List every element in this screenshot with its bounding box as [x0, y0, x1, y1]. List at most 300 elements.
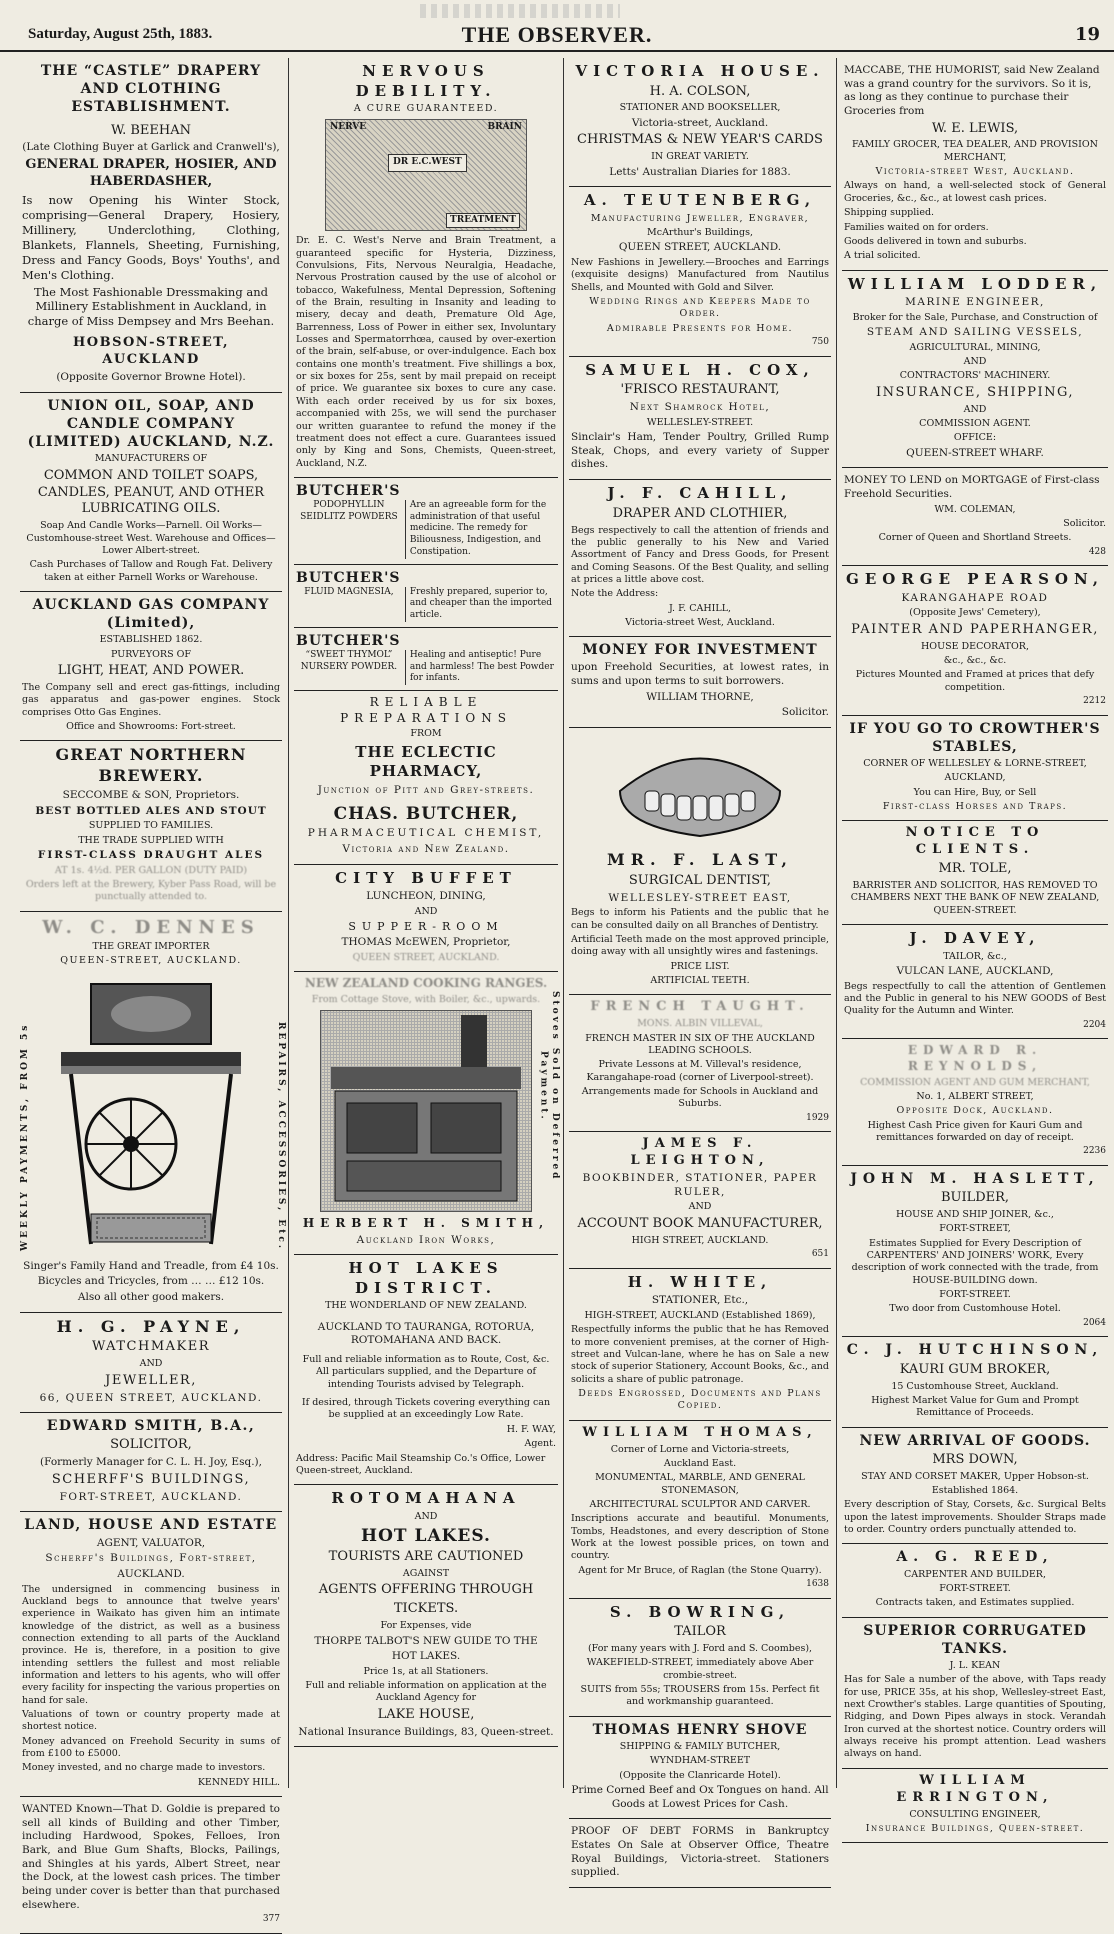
ad-text: AGAINST [402, 1568, 450, 1580]
ad-number: 2236 [1083, 1146, 1106, 1157]
ad-heading: CITY BUFFET [335, 868, 517, 887]
ad-heading: VICTORIA HOUSE. [575, 62, 825, 80]
ad-number: 2212 [1083, 696, 1106, 707]
ad-text: Two door from Customhouse Hotel. [889, 1303, 1061, 1315]
ad-heading: WILLIAM ERRINGTON, [896, 1772, 1054, 1805]
ad-text: AGRICULTURAL, MINING, [909, 341, 1041, 353]
ad-heading: A. G. REED, [896, 1549, 1054, 1566]
ad-text: A trial solicited. [844, 250, 921, 262]
ad-heading: H. WHITE, [627, 1272, 773, 1291]
ad-text: Next Shamrock Hotel, [629, 401, 771, 414]
ad-text: (Opposite Jews' Cemetery), [909, 607, 1041, 619]
ad-text: Deeds Engrossed, Documents and Plans Copied. [578, 1387, 822, 1412]
ad-body: Money advanced on Freehold Security in sums of from £100 to £5000. [22, 1735, 280, 1759]
ad-text: Also all other good makers. [77, 1290, 225, 1303]
ad-text: (Formerly Manager for C. L. H. Joy, Esq.), [40, 1456, 262, 1469]
ad-heading: SUPERIOR CORRUGATED TANKS. [863, 1622, 1087, 1657]
brewery-ad [20, 741, 282, 911]
ad-heading: W. C. DENNES [42, 916, 260, 938]
ad-heading: NEW ZEALAND COOKING RANGES. [304, 976, 548, 991]
product-name: FLUID MAGNESIA, [296, 587, 406, 622]
ad-text: McArthur's Buildings, [647, 227, 753, 239]
ad-text: CARPENTER AND BUILDER, [904, 1568, 1046, 1580]
ad-text: For Expenses, vide [380, 1620, 472, 1632]
ad-text: Full and reliable information on application at the Auckland Agency for [305, 1680, 547, 1704]
teutenberg-ad [569, 187, 831, 357]
column-rule [836, 58, 837, 1788]
ad-text: 66, QUEEN STREET, AUCKLAND. [39, 1391, 263, 1404]
ad-text: SCHERFF'S BUILDINGS, [51, 1471, 251, 1487]
newspaper-title: THE OBSERVER. [461, 22, 653, 47]
ad-text: Corner of Lorne and Victoria-streets, [610, 1443, 790, 1455]
ad-text: STEAM AND SAILING VESSELS, [866, 326, 1084, 339]
ad-body: Always on hand, a well-selected stock of General Groceries, &c., &c., at lowest cash prices. [844, 180, 1106, 204]
ad-body: Arrangements made for Schools in Auckland and Suburbs. [581, 1086, 819, 1110]
gas-company-ad [20, 592, 282, 741]
ad-subheading: THE ECLECTIC PHARMACY, [355, 742, 497, 781]
ad-body: Artificial Teeth made on the most approved principle, doing away with all unsightly wires and fastenings. [571, 934, 829, 958]
haslett-builder-ad [842, 1166, 1108, 1338]
hot-lakes-ad [294, 1255, 558, 1485]
dentures-illustration [605, 736, 795, 846]
ad-body: BARRISTER AND SOLICITOR, HAS REMOVED TO CHAMBERS NEXT THE BANK OF NEW ZEALAND, QUEEN-STREET. [850, 880, 1100, 916]
ad-heading: MR. F. LAST, [607, 850, 793, 870]
ad-number: 377 [262, 1914, 280, 1925]
side-caption: REPAIRS, ACCESSORIES, Etc. [276, 1022, 286, 1252]
ad-text: Opposite Dock, Auckland. [896, 1105, 1054, 1117]
dennes-sewing-ad [20, 912, 286, 1313]
ad-text: CONTRACTORS' MACHINERY. [899, 370, 1051, 382]
ad-text: TAILOR [674, 1624, 726, 1640]
ad-text: Insurance Buildings, Queen-street. [865, 1822, 1085, 1834]
ad-text: OFFICE: [953, 432, 997, 444]
ad-text: THE WONDERLAND OF NEW ZEALAND. [325, 1300, 527, 1312]
ad-text: PRICE LIST. [670, 960, 730, 972]
ad-text: AND [414, 905, 438, 917]
ad-body: Money invested, and no charge made to investors. [22, 1762, 266, 1774]
ad-text: Shipping supplied. [844, 207, 935, 219]
ad-text: Singer's Family Hand and Treadle, from £4 10s. [23, 1259, 279, 1272]
ad-text: Agent. [524, 1438, 556, 1450]
ad-text: BOOKBINDER, STATIONER, PAPER RULER, [582, 1172, 818, 1198]
ad-text: Wedding Rings and Keepers Made to Order. [589, 296, 811, 320]
ad-text: LUNCHEON, DINING, [366, 890, 486, 903]
ad-text: WELLESLEY-STREET. [646, 416, 754, 428]
ad-text: Corner of Queen and Shortland Streets. [878, 532, 1072, 544]
lewis-grocer-ad [842, 58, 1108, 271]
proprietor-name: W. BEEHAN [111, 122, 191, 138]
ad-text: Scherff's Buildings, Fort-street, [45, 1552, 257, 1565]
ad-text: ARTIFICIAL TEETH. [650, 975, 750, 987]
ad-signature: WILLIAM THORNE, [646, 690, 754, 703]
butcher-seidlitz-ad [294, 478, 558, 565]
ad-text: Victoria-street West, Auckland. [625, 616, 775, 628]
ad-heading: EDWARD SMITH, B.A., [46, 1418, 256, 1435]
ad-text: Junction of Pitt and Grey-streets. [317, 783, 535, 796]
ad-text: FAMILY GROCER, TEA DEALER, AND PROVISION MERCHANT, [852, 139, 1098, 163]
ad-text: Admirable Presents for Home. [606, 322, 794, 334]
column-3 [569, 58, 831, 1879]
ad-number: 2064 [1083, 1317, 1106, 1328]
ad-text: Orders left at the Brewery, Kyber Pass Road, will be punctually attended to. [25, 878, 277, 903]
masthead [0, 0, 1114, 52]
goldie-timber-ad [20, 1797, 282, 1934]
ad-text: (Opposite Governor Browne Hotel). [56, 371, 246, 384]
ad-text: (For many years with J. Ford and S. Coombes), [587, 1643, 813, 1655]
ad-text: (Late Clothing Buyer at Garlick and Cranwell's), [22, 141, 280, 154]
ad-number: 651 [811, 1249, 829, 1260]
ad-text: FORT-STREET. [939, 1289, 1011, 1301]
ad-subheading: LIGHT, HEAT, AND POWER. [57, 663, 245, 679]
ad-text: QUEEN-STREET, AUCKLAND. [60, 955, 242, 967]
ad-text: Bicycles and Tricycles, from … … £12 10s. [37, 1275, 265, 1288]
column-4 [842, 58, 1108, 1834]
ad-text: JEWELLER, [105, 1372, 197, 1388]
ad-text: QUEEN-STREET WHARF. [906, 446, 1044, 459]
ad-heading: JOHN M. HASLETT, [850, 1170, 1100, 1187]
ad-body: The undersigned in commencing business in Auckland begs to announce that twelve years' experience in Waikato has given him an intimate knowledge of the district, as well as a business connection extending to all parts of the Auckland province. He is, therefore, in a position to give intending settlers the fullest and most reliable information and letters to his agents, who will offer every facility for inspecting the various properties on hand for sale. [22, 1583, 280, 1706]
ad-text: BUILDER, [940, 1190, 1010, 1206]
ad-heading: NOTICE TO CLIENTS. [905, 825, 1045, 858]
ad-text: Auckland Iron Works, [356, 1233, 496, 1246]
ad-body: MONEY TO LEND on MORTGAGE of First-class Freehold Securities. [844, 474, 1100, 500]
ad-heading: UNION OIL, SOAP, AND CANDLE COMPANY (LIMITED) AUCKLAND, N.Z. [27, 397, 275, 451]
ad-text: Soap And Candle Works—Parnell. Oil Works—Customhouse-street West. Warehouse and Offices—Lower Albert-street. [26, 520, 276, 556]
ad-number: 1929 [806, 1112, 829, 1123]
ad-text: Families waited on for orders. [844, 221, 989, 233]
ad-heading: RELIABLE PREPARATIONS [340, 695, 512, 725]
ad-number: 428 [1088, 546, 1106, 557]
ad-body: upon Freehold Securities, at lowest rates, in sums and upon terms to suit borrowers. [571, 661, 829, 688]
ad-body: Every description of Stay, Corsets, &c. Surgical Belts upon the latest improvements. Shoulder Straps made to order. Country orders punctually attended to. [844, 1499, 1106, 1536]
ad-body: Private Lessons at M. Villeval's residence, Karangahape-road (corner of Liverpool-street). [586, 1059, 814, 1083]
product-desc: Are an agreeable form for the administration of that useful medicine. The remedy for Biliousness, Indigestion, and Constipation. [409, 500, 547, 557]
issue-date: Saturday, August 25th, 1883. [28, 26, 213, 42]
ad-text: 15 Customhouse Street, Auckland. [891, 1380, 1059, 1392]
ad-text: INSURANCE, SHIPPING, [875, 384, 1075, 400]
nervous-debility-ad [294, 58, 558, 478]
ad-text: Solicitor. [1063, 517, 1106, 529]
ad-text: BEST BOTTLED ALES AND STOUT [35, 804, 267, 817]
ad-heading: SAMUEL H. COX, [585, 360, 815, 379]
ad-text: Victoria and New Zealand. [342, 842, 510, 855]
ad-heading: IF YOU GO TO CROWTHER'S STABLES, [849, 720, 1101, 755]
ad-body: Dr. E. C. West's Nerve and Brain Treatment, a guaranteed specific for Hysteria, Dizziness, Convulsions, Fits, Nervous Neuralgia, Headache, Nervous Prostration caused by the use of alcohol or tobacco, Wakefulness, Mental Depression, Softening of the Brain, resulting in Insanity and leading to misery, decay and death, Premature Old Age, Barrenness, Loss of Power in either sex, Involuntary Losses and Spermatorrhœa, caused by over-exertion of the brain, self-abuse, or over-indulgence. Each box contains one month's treatment. Five shillings a box, or six boxes for 25s, sent by mail prepaid on receipt of price. We guarantee six boxes to cure any case. With each order received by us for six boxes, accompanied with 25s, we will send the purchaser our written guarantee to refund the money if the treatment does not effect a cure. Guarantees issued only by King and Sons, Chemists, Queen-street, Auckland, N.Z. [296, 235, 556, 469]
ad-text: HOUSE DECORATOR, [921, 640, 1029, 652]
ad-text: AND [963, 356, 987, 368]
ad-heading: LAND, HOUSE AND ESTATE [24, 1517, 278, 1534]
eclectic-pharmacy-ad [294, 691, 558, 865]
errington-engineer-ad [842, 1769, 1108, 1843]
ad-number: 2204 [1083, 1019, 1106, 1030]
ad-body: Pictures Mounted and Framed at prices that defy competition. [855, 669, 1095, 693]
ad-text: J. L. KEAN [949, 1659, 1001, 1671]
ad-text: WAKEFIELD-STREET, immediately above Aber crombie-street. [586, 1657, 814, 1681]
ad-text: MANUFACTURERS OF [94, 453, 208, 465]
ad-text: AT 1s. 4½d. PER GALLON (DUTY PAID) [54, 864, 248, 876]
side-caption: WEEKLY PAYMENTS, FROM 5s [20, 1022, 30, 1251]
sewing-machine-icon [51, 974, 251, 1254]
ad-text: Goods delivered in town and suburbs. [844, 235, 1027, 247]
ad-number: 1638 [806, 1578, 829, 1589]
tole-notice-ad [842, 821, 1108, 925]
ad-text: W. E. LEWIS, [931, 120, 1019, 136]
castle-drapery-ad [20, 58, 282, 393]
side-caption: Stoves Sold on Deferred Payment. [538, 991, 560, 1182]
ad-body: Estimates Supplied for Every Description of CARPENTERS' AND JOINERS' WORK, Every description of work connected with the trade, from HOUSE-BUILDING down. [851, 1237, 1099, 1286]
ad-text: Agent for Mr Bruce, of Raglan (the Stone Quarry). [578, 1564, 822, 1576]
ad-text: TOURISTS ARE CAUTIONED [328, 1549, 524, 1565]
ad-text: AGENTS OFFERING THROUGH [318, 1582, 534, 1598]
ad-text: FROM [410, 728, 442, 740]
cox-restaurant-ad [569, 357, 831, 480]
hutchinson-gum-ad [842, 1337, 1108, 1427]
ad-text: AND [688, 1201, 712, 1213]
payne-watchmaker-ad [20, 1313, 282, 1414]
butcher-thymol-ad [294, 628, 558, 691]
ad-text: SURGICAL DENTIST, [628, 872, 772, 888]
ad-text: WATCHMAKER [91, 1339, 211, 1355]
ad-subheading: CHAS. BUTCHER, [333, 804, 519, 825]
ad-text: AGENT, VALUATOR, [96, 1536, 206, 1549]
ad-text: Broker for the Sale, Purchase, and Construction of [852, 311, 1098, 323]
pearson-painter-ad [842, 566, 1108, 715]
land-agent-ad [20, 1512, 282, 1797]
column-rule [288, 58, 289, 1788]
ad-text: PURVEYORS OF [111, 648, 191, 660]
ad-body: The Most Fashionable Dressmaking and Millinery Establishment in Auckland, in charge of Miss Dempsey and Mrs Beehan. [27, 284, 275, 329]
column-2 [294, 58, 558, 1788]
ad-body: Respectfully informs the public that he has Removed to more convenient premises, at the corner of High-street and Vulcan-lane, where he has on Sale a new stock of superior Stationery, Account Books, &c., and solicits a share of public patronage. [571, 1324, 829, 1385]
ad-text: THE GREAT IMPORTER [92, 940, 210, 952]
ad-text: MONUMENTAL, MARBLE, AND GENERAL STONEMASON, [595, 1472, 805, 1496]
ad-body: Begs to inform his Patients and the public that he can be consulted daily on all Branches of Dentistry. [571, 907, 829, 931]
product-box [296, 500, 556, 558]
ad-subheading: GENERAL DRAPER, HOSIER, AND HABERDASHER, [25, 157, 277, 189]
product-name: “SWEET THYMOL” NURSERY POWDER. [296, 650, 406, 685]
ad-heading: NEW ARRIVAL OF GOODS. [859, 1432, 1091, 1449]
page-columns [20, 58, 1108, 1925]
ad-text: MARINE ENGINEER, [905, 296, 1045, 309]
ad-heading: ROTOMAHANA [331, 1489, 521, 1508]
ad-text: Victoria-street West, Auckland. [875, 166, 1075, 178]
ad-text: STAY AND CORSET MAKER, Upper Hobson-st. [861, 1470, 1089, 1482]
ad-text: AUCKLAND. [117, 1567, 185, 1580]
ad-heading: A. TEUTENBERG, [583, 191, 817, 210]
ad-text: THOMAS McEWEN, Proprietor, [341, 936, 511, 949]
ad-text: STATIONER, Etc., [651, 1294, 749, 1307]
page-number: 19 [1074, 24, 1100, 45]
ad-subheading: COMMON AND TOILET SOAPS, CANDLES, PEANUT, AND OTHER LUBRICATING OILS. [37, 467, 265, 517]
ad-body: SUITS from 55s; TROUSERS from 15s. Perfect fit and workmanship guaranteed. [580, 1684, 820, 1708]
ad-text: Office and Showrooms: Fort-street. [66, 721, 236, 733]
ad-text: National Insurance Buildings, 83, Queen-street. [298, 1725, 554, 1738]
ad-body: Full and reliable information as to Route, Cost, &c. All particulars supplied, and the Departure of intending Tourists advised by Telegraph. [302, 1354, 550, 1390]
union-oil-ad [20, 393, 282, 592]
ad-text: CORNER OF WELLESLEY & LORNE-STREET, [863, 758, 1087, 770]
ad-text: First-class Horses and Traps. [882, 801, 1068, 813]
ad-text: Established 1864. [931, 1485, 1019, 1496]
ad-heading: H. G. PAYNE, [56, 1316, 246, 1336]
ad-text: KAURI GUM BROKER, [899, 1361, 1051, 1377]
ad-heading: THOMAS HENRY SHOVE [592, 1721, 808, 1738]
edward-smith-ad [20, 1413, 282, 1512]
sewing-machine-illustration [51, 974, 251, 1254]
ad-body: Prime Corned Beef and Ox Tongues on hand. All Goods at Lowest Prices for Cash. [571, 1783, 829, 1810]
ad-text: LAKE HOUSE, [377, 1706, 475, 1722]
ad-text: &c., &c., &c. [943, 654, 1007, 666]
ad-heading: BUTCHER'S [296, 632, 401, 649]
ad-text: SUPPLIED TO FAMILIES. [88, 820, 214, 832]
column-1 [20, 58, 286, 1925]
ad-text: SECCOMBE & SON, Proprietors. [62, 788, 240, 801]
down-corset-ad [842, 1428, 1108, 1545]
ad-text: SUPPER-ROOM [348, 920, 504, 934]
reynolds-gum-ad [842, 1039, 1108, 1166]
ad-text: STATIONER AND BOOKSELLER, [619, 102, 781, 114]
ad-text: SHIPPING & FAMILY BUTCHER, [619, 1740, 781, 1752]
treatment-illustration [325, 119, 527, 231]
french-lessons-ad [569, 995, 831, 1132]
ad-text: WYNDHAM-STREET [649, 1755, 751, 1767]
ad-text: HIGH STREET, AUCKLAND. [631, 1234, 769, 1246]
ad-text: WM. COLEMAN, [934, 503, 1016, 515]
thomas-stonemason-ad [569, 1421, 831, 1599]
ad-heading: BUTCHER'S [296, 569, 401, 586]
ad-heading: WILLIAM LODDER, [847, 274, 1103, 293]
white-stationer-ad [569, 1269, 831, 1421]
ad-text: CONSULTING ENGINEER, [909, 1808, 1041, 1820]
ad-text: Auckland East. [663, 1457, 737, 1469]
lodder-engineer-ad [842, 271, 1108, 469]
product-desc: Freshly prepared, superior to, and cheaper than the imported article. [409, 586, 553, 621]
ad-heading: GREAT NORTHERN BREWERY. [55, 745, 247, 786]
print-smudge [420, 4, 620, 18]
ad-body: New Fashions in Jewellery.—Brooches and Earrings (exquisite designs) Manufactured from Nautilus Shells, and Mounted with Gold and Silver. [571, 257, 829, 293]
ad-text: Cash Purchases of Tallow and Rough Fat. Delivery taken at either Parnell Works or Warehouse. [29, 559, 273, 583]
ad-signature: KENNEDY HILL. [197, 1776, 280, 1788]
ad-text: Victoria-street, Auckland. [631, 116, 769, 129]
ad-body: Begs respectfully to call the attention of Gentlemen and the Public in general to his NEW GOODS of Best Quality for the Autumn and Winter. [844, 980, 1106, 1017]
coleman-money-ad [842, 468, 1108, 566]
cooking-range-ad [294, 972, 558, 1255]
ad-text: KARANGAHAPE ROAD [901, 591, 1049, 604]
ad-text: MR. TOLE, [938, 861, 1012, 877]
ad-text: WELLESLEY-STREET EAST, [608, 891, 792, 904]
ad-text: FORT-STREET, [939, 1223, 1011, 1235]
ad-heading: NERVOUS DEBILITY. [355, 62, 497, 100]
ad-heading: MONEY FOR INVESTMENT [582, 642, 818, 659]
ad-text: From Cottage Stove, with Boiler, &c., upwards. [311, 993, 541, 1005]
ad-heading: JAMES F. LEIGHTON, [630, 1136, 770, 1169]
ad-subheading: HERBERT H. SMITH, [302, 1216, 550, 1231]
bowring-tailor-ad [569, 1599, 831, 1717]
ad-body: PROOF OF DEBT FORMS in Bankruptcy Estates On Sale at Observer Office, Theatre Royal Buildings, Victoria-street. Stationers supplied. [571, 1825, 829, 1879]
illustration-label: NERVE [330, 122, 367, 133]
ad-text: COMMISSION AGENT. [919, 417, 1031, 429]
ad-text: QUEEN STREET, AUCKLAND. [618, 241, 782, 254]
column-rule [563, 58, 564, 1788]
ad-text: THE TRADE SUPPLIED WITH [78, 834, 224, 846]
butcher-magnesia-ad [294, 565, 558, 628]
ad-text: H. A. COLSON, [649, 83, 751, 99]
ad-signature: H. F. WAY, [506, 1423, 556, 1435]
ad-text: PHARMACEUTICAL CHEMIST, [307, 827, 545, 840]
ad-body: Has for Sale a number of the above, with Taps ready for use, PRICE 35s, at his shop, Wellesley-street East, next Crowther's stables. Large quantities of Spouting, Ridging, and Down Pipes always in stock. Verandah Iron curved at the shortest notice. Country orders will always receive his prompt attention. Lead washers always on hand. [844, 1674, 1107, 1760]
ad-heading: FRENCH TAUGHT. [590, 999, 810, 1015]
ad-body: Highest Cash Price given for Kauri Gum and remittances forwarded on day of receipt. [867, 1119, 1083, 1143]
ad-body: Valuations of town or country property made at shortest notice. [22, 1708, 280, 1733]
ad-number: 750 [811, 337, 829, 348]
ad-text: TAILOR, &c., [943, 950, 1007, 962]
ad-text: AUCKLAND, [944, 772, 1006, 784]
ad-text: Manufacturing Jeweller, Engraver, [590, 212, 810, 224]
ad-text: MRS DOWN, [932, 1451, 1018, 1467]
ad-body: Begs respectively to call the attention of friends and the public generally to his New and Varied Assortment of Fancy and Dress Goods, for Present and Coming Seasons. Of the Best Quality, and selling at prices a little above cost. [571, 524, 829, 585]
ad-text: HIGH-STREET, AUCKLAND (Established 1869), [584, 1309, 816, 1321]
ad-heading: J. F. CAHILL, [607, 484, 793, 503]
ad-address: HOBSON-STREET, AUCKLAND [72, 335, 230, 368]
ad-text: COMMISSION AGENT AND GUM MERCHANT, [860, 1076, 1090, 1088]
ad-body: The Company sell and erect gas-fittings, including gas apparatus and gas-power engines. Stock comprises Otto Gas Engines. [22, 681, 280, 718]
ad-text: CHRISTMAS & NEW YEAR'S CARDS [577, 132, 823, 148]
davey-tailor-ad [842, 925, 1108, 1039]
ad-text: QUEEN STREET, AUCKLAND. [352, 951, 500, 963]
ad-heading: J. DAVEY, [909, 929, 1041, 948]
ad-text: DRAPER AND CLOTHIER, [612, 505, 788, 521]
ad-text: AND [414, 1510, 438, 1522]
ad-text: HOUSE AND SHIP JOINER, &c., [896, 1209, 1054, 1221]
ad-text: AND [139, 1358, 163, 1370]
ad-body: MACCABE, THE HUMORIST, said New Zealand was a grand country for the survivors. So it is, as long as they continue to purchase their Groceries from [844, 64, 1100, 117]
ad-text: ESTABLISHED 1862. [99, 634, 203, 646]
product-name: PODOPHYLLIN SEIDLITZ POWDERS [296, 500, 406, 558]
ad-text: FORT-STREET, AUCKLAND. [59, 1490, 243, 1503]
kean-tanks-ad [842, 1618, 1108, 1769]
ad-text: (Opposite the Clanricarde Hotel). [619, 1769, 781, 1781]
ad-text: Address: Pacific Mail Steamship Co.'s Office, Lower Queen-street, Auckland. [296, 1452, 546, 1476]
cahill-draper-ad [569, 480, 831, 637]
ad-body: Inscriptions accurate and beautiful. Monuments, Tombs, Headstones, and every description of Stone Work at the lowest possible prices, on town and country. [571, 1513, 829, 1562]
ad-text: AND [963, 403, 987, 415]
dentist-ad [569, 728, 831, 995]
ad-text: PAINTER AND PAPERHANGER, [851, 621, 1099, 637]
ad-heading: GEORGE PEARSON, [846, 570, 1104, 589]
product-box [296, 587, 556, 622]
product-desc: Healing and antiseptic! Pure and harmless! The best Powder for infants. [409, 649, 554, 684]
ad-heading: THE “CASTLE” DRAPERY AND CLOTHING ESTABLISHMENT. [40, 63, 262, 116]
ad-text: J. F. CAHILL, [668, 602, 732, 614]
ad-body: Sinclair's Ham, Tender Poultry, Grilled Rump Steak, Chops, and every variety of Supper dishes. [571, 431, 829, 471]
crowther-stables-ad [842, 716, 1108, 822]
ad-text: Solicitor. [781, 706, 829, 719]
ad-text: FRENCH MASTER IN SIX OF THE AUCKLAND LEADING SCHOOLS. [585, 1032, 815, 1056]
rotomahana-ad [294, 1485, 558, 1747]
ad-subheading: HOT LAKES. [361, 1526, 491, 1547]
ad-text: A CURE GUARANTEED. [353, 103, 499, 114]
city-buffet-ad [294, 865, 558, 973]
ad-text: FIRST-CLASS DRAUGHT ALES [37, 848, 265, 861]
victoria-house-ad [569, 58, 831, 187]
ad-text: ARCHITECTURAL SCULPTOR AND CARVER. [589, 1498, 811, 1510]
ad-heading: AUCKLAND GAS COMPANY (Limited), [32, 597, 270, 632]
shove-butcher-ad [569, 1717, 831, 1820]
ad-text: VULCAN LANE, AUCKLAND, [896, 965, 1054, 977]
ad-heading: S. BOWRING, [609, 1602, 791, 1621]
ad-text: THORPE TALBOT'S NEW GUIDE TO THE [314, 1634, 538, 1647]
ad-text: No. 1, ALBERT STREET, [916, 1090, 1034, 1102]
illustration-label: TREATMENT [446, 213, 520, 229]
